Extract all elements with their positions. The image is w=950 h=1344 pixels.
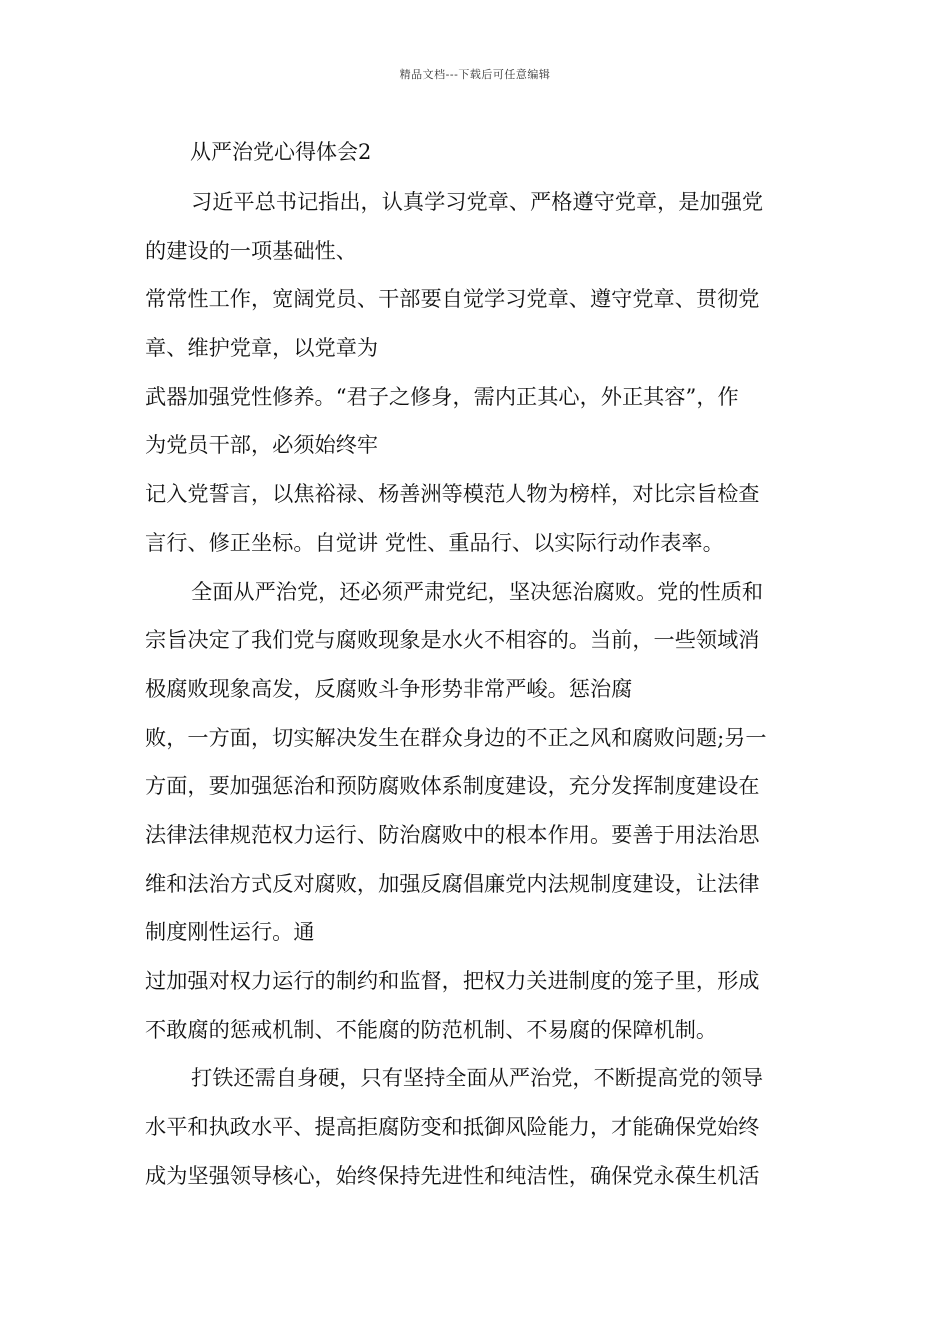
text-line: 为党员干部，必须始终牢 bbox=[145, 432, 379, 458]
text-line: 记入党誓言，以焦裕禄、杨善洲等模范人物为榜样，对比宗旨检查 bbox=[145, 481, 760, 507]
text-line: 武器加强党性修养。“君子之修身，需内正其心，外正其容”，作 bbox=[145, 383, 739, 409]
text-line: 败，一方面，切实解决发生在群众身边的不正之风和腐败问题;另一 bbox=[145, 724, 767, 750]
text-line: 宗旨决定了我们党与腐败现象是水火不相容的。当前，一些领域消 bbox=[145, 627, 760, 653]
text-line: 打铁还需自身硬，只有坚持全面从严治党，不断提高党的领导 bbox=[191, 1065, 764, 1091]
text-line: 章、维护党章，以党章为 bbox=[145, 335, 379, 361]
text-line: 不敢腐的惩戒机制、不能腐的防范机制、不易腐的保障机制。 bbox=[145, 1016, 718, 1042]
text-line: 制度刚性运行。通 bbox=[145, 919, 315, 945]
text-line: 极腐败现象高发，反腐败斗争形势非常严峻。惩治腐 bbox=[145, 675, 633, 701]
text-line: 水平和执政水平、提高拒腐防变和抵御风险能力，才能确保党始终 bbox=[145, 1114, 760, 1140]
document-title: 从严治党心得体会2 bbox=[190, 140, 372, 164]
text-line: 常常性工作，宽阔党员、干部要自觉学习党章、遵守党章、贯彻党 bbox=[145, 286, 760, 312]
document-body bbox=[145, 182, 810, 1204]
text-line: 言行、修正坐标。自觉讲 党性、重品行、以实际行动作表率。 bbox=[145, 529, 724, 555]
text-line: 全面从严治党，还必须严肃党纪，坚决惩治腐败。党的性质和 bbox=[191, 578, 764, 604]
text-line: 成为坚强领导核心，始终保持先进性和纯洁性，确保党永葆生机活 bbox=[145, 1162, 760, 1188]
text-line: 方面，要加强惩治和预防腐败体系制度建设，充分发挥制度建设在 bbox=[145, 773, 760, 799]
text-line: 法律法律规范权力运行、防治腐败中的根本作用。要善于用法治思 bbox=[145, 821, 760, 847]
page-header: 精品文档---下载后可任意编辑 bbox=[399, 68, 551, 81]
text-line: 维和法治方式反对腐败，加强反腐倡廉党内法规制度建设，让法律 bbox=[145, 870, 760, 896]
text-line: 过加强对权力运行的制约和监督，把权力关进制度的笼子里，形成 bbox=[145, 968, 760, 993]
text-line: 的建设的一项基础性、 bbox=[145, 237, 357, 263]
text-line: 习近平总书记指出，认真学习党章、严格遵守党章，是加强党 bbox=[191, 189, 764, 214]
